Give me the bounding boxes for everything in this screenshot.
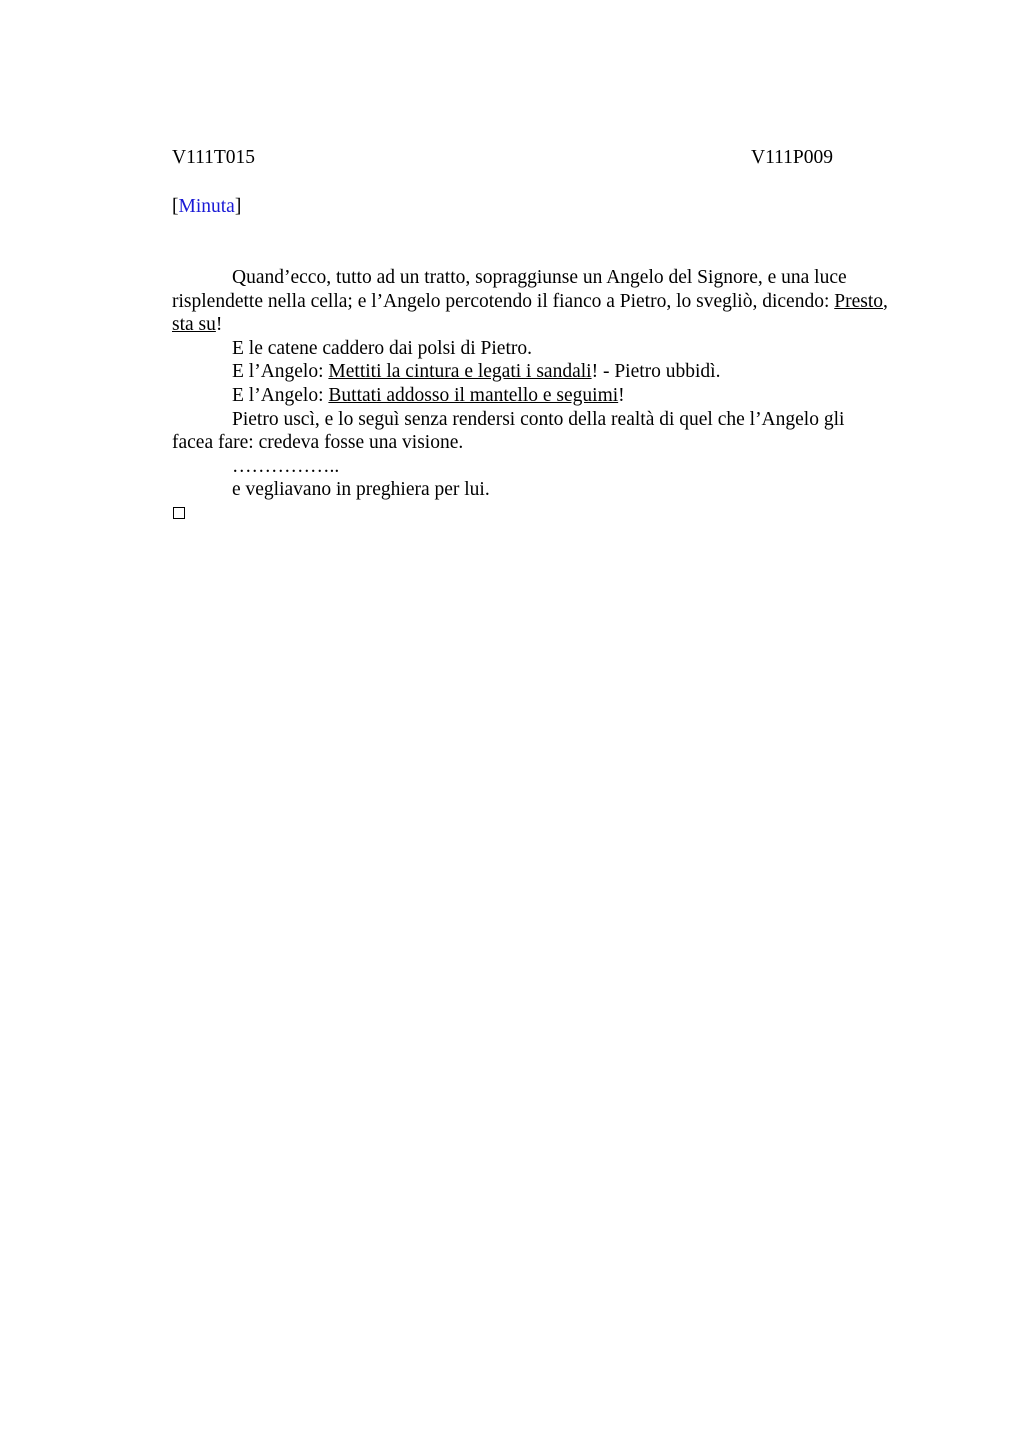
paragraph-7 [172, 478, 888, 502]
paragraph-4-pre: E l’Angelo: [232, 384, 329, 406]
paragraph-2-text: E le catene caddero dai polsi di Pietro. [232, 337, 532, 359]
paragraph-1-end: ! [215, 314, 223, 336]
tag-word-minuta: Minuta [178, 196, 235, 217]
underlined-sta-su: sta su [172, 314, 216, 336]
paragraph-6-ellipsis [172, 455, 888, 479]
tag-open-bracket: [ [172, 196, 179, 217]
end-of-text-box-icon [173, 507, 185, 519]
paragraph-3-post: ! - Pietro ubbidì. [591, 361, 721, 383]
document-code-right: V111P009 [751, 147, 833, 168]
paragraph-7-text: e vegliavano in preghiera per lui. [232, 479, 490, 501]
paragraph-6-text: …………….. [232, 455, 340, 477]
underlined-buttati: Buttati addosso il mantello e seguimi [328, 384, 619, 406]
paragraph-3-pre: E l’Angelo: [232, 361, 329, 383]
document-body [172, 266, 888, 502]
paragraph-1 [172, 266, 888, 337]
tag-close-bracket: ] [234, 196, 242, 217]
paragraph-1-text: Quand’ecco, tutto ad un tratto, sopraggiunse un Angelo del Signore, e una luce risplendette nella cella; e l’Angelo percotendo il fianco a Pietro, lo svegliò, dicendo: [172, 267, 847, 312]
document-code-left: V111T015 [172, 147, 256, 168]
underlined-presto: Presto [834, 290, 883, 312]
paragraph-5 [172, 408, 888, 455]
paragraph-1-separator: , [883, 290, 888, 312]
paragraph-4-post: ! [618, 384, 625, 406]
underlined-mettiti: Mettiti la cintura e legati i sandali [328, 361, 592, 383]
paragraph-5-text: Pietro uscì, e lo seguì senza rendersi conto della realtà di quel che l’Angelo gli facea fare: credeva fosse una visione. [172, 408, 845, 454]
paragraph-2 [172, 337, 888, 361]
paragraph-4 [172, 384, 888, 408]
paragraph-3 [172, 360, 888, 384]
document-type-tag [172, 196, 241, 218]
